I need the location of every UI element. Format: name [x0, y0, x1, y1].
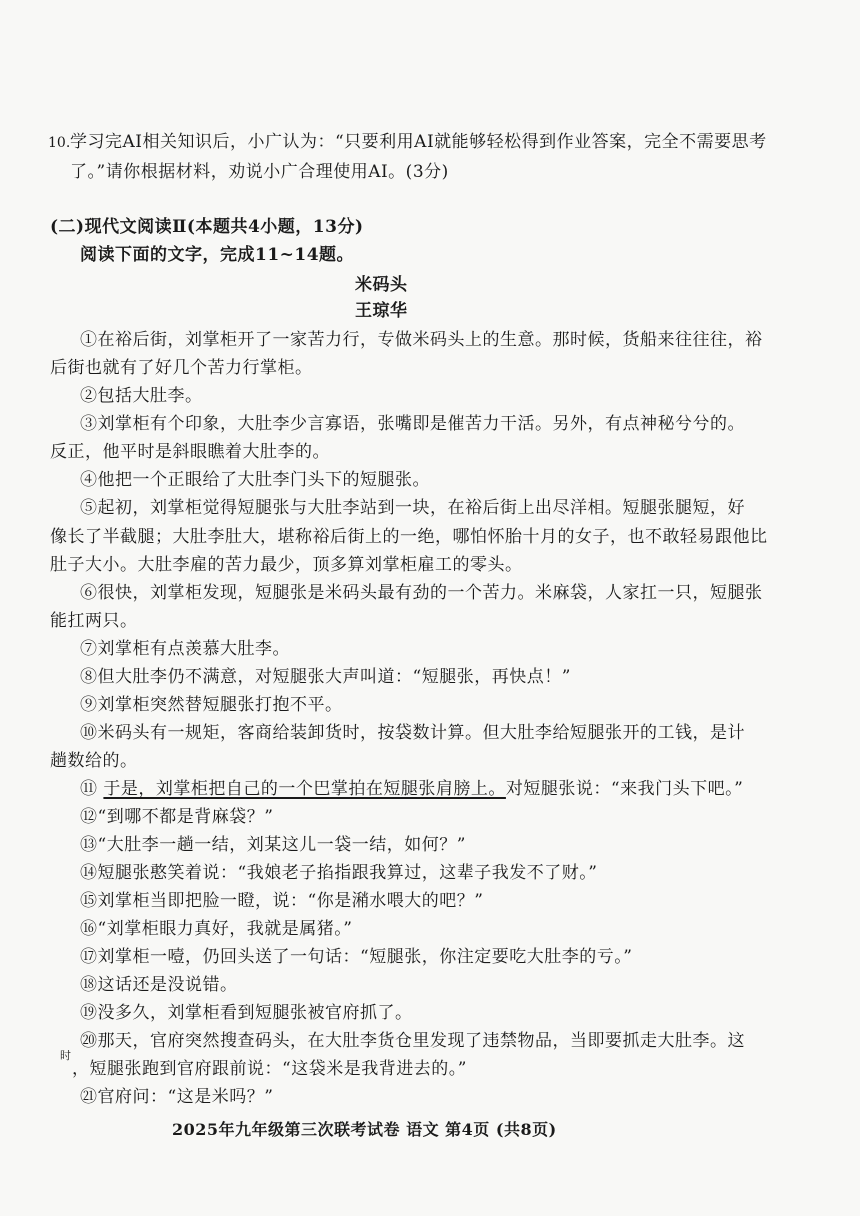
- paragraph-11: [80, 778, 743, 800]
- question-10-number: 10.: [48, 135, 71, 151]
- paragraph-6-line-2: 能扛两只。: [50, 611, 138, 631]
- paragraph-13: ⑬“大肚李一趟一结，刘某这儿一袋一结，如何？”: [80, 835, 466, 855]
- paragraph-9: ⑨刘掌柜突然替短腿张打抱不平。: [80, 695, 343, 715]
- paragraph-5-line-1: ⑤起初，刘掌柜觉得短腿张与大肚李站到一块，在裕后街上出尽洋相。短腿张腿短，好: [80, 498, 745, 518]
- section-instruction: 阅读下面的文字，完成11~14题。: [80, 245, 355, 265]
- paragraph-1-line-2: 后街也就有了好几个苦力行掌柜。: [50, 358, 313, 378]
- paragraph-14: ⑭短腿张憨笑着说：“我娘老子掐指跟我算过，这辈子我发不了财。”: [80, 863, 598, 883]
- paragraph-8: ⑧但大肚李仍不满意，对短腿张大声叫道：“短腿张，再快点！”: [80, 667, 571, 687]
- paragraph-19: ⑲没多久，刘掌柜看到短腿张被官府抓了。: [80, 1003, 413, 1023]
- paragraph-17: ⑰刘掌柜一噎，仍回头送了一句话：“短腿张，你注定要吃大肚李的亏。”: [80, 947, 633, 967]
- paragraph-3-line-1: ③刘掌柜有个印象，大肚李少言寡语，张嘴即是催苦力干活。另外，有点神秘兮兮的。: [80, 414, 745, 434]
- paragraph-7: ⑦刘掌柜有点羡慕大肚李。: [80, 639, 290, 659]
- paragraph-1-line-1: ①在裕后街，刘掌柜开了一家苦力行，专做米码头上的生意。那时候，货船来往往往，裕: [80, 330, 763, 350]
- paragraph-12: ⑫“到哪不都是背麻袋？”: [80, 807, 274, 827]
- paragraph-11-number: ⑪: [80, 779, 98, 799]
- section-heading: (二)现代文阅读Ⅱ(本题共4小题，13分): [50, 217, 364, 237]
- story-author: 王琼华: [355, 301, 408, 321]
- paragraph-15: ⑮刘掌柜当即把脸一瞪，说：“你是潲水喂大的吧？”: [80, 891, 484, 911]
- paragraph-2: ②包括大肚李。: [80, 386, 203, 406]
- paragraph-20-line-2: ，短腿张跑到官府跟前说：“这袋米是我背进去的。”: [72, 1059, 467, 1079]
- page-footer: 2025年九年级第三次联考试卷 语文 第4页 (共8页): [172, 1120, 557, 1139]
- paragraph-20-mark: 时: [60, 1049, 71, 1062]
- paragraph-6-line-1: ⑥很快，刘掌柜发现，短腿张是米码头最有劲的一个苦力。米麻袋，人家扛一只，短腿张: [80, 583, 763, 603]
- paragraph-4: ④他把一个正眼给了大肚李门头下的短腿张。: [80, 470, 430, 490]
- underlined-sentence: 于是，刘掌柜把自己的一个巴掌拍在短腿张肩膀上。: [103, 779, 506, 799]
- story-title: 米码头: [355, 275, 408, 295]
- paragraph-5-line-2: 像长了半截腿；大肚李肚大，堪称裕后街上的一绝，哪怕怀胎十月的女子，也不敢轻易跟他比: [50, 527, 768, 547]
- paragraph-3-line-2: 反正，他平时是斜眼瞧着大肚李的。: [50, 442, 330, 462]
- question-10-line-1: 学习完AI相关知识后，小广认为：“只要利用AI就能够轻松得到作业答案，完全不需要思考: [70, 132, 767, 152]
- paragraph-10-line-2: 趟数给的。: [50, 751, 138, 771]
- paragraph-16: ⑯“刘掌柜眼力真好，我就是属猪。”: [80, 919, 353, 939]
- paragraph-10-line-1: ⑩米码头有一规矩，客商给装卸货时，按袋数计算。但大肚李给短腿张开的工钱，是计: [80, 723, 745, 743]
- question-10-line-2: 了。”请你根据材料，劝说小广合理使用AI。(3分): [70, 162, 449, 182]
- paragraph-11-rest: 对短腿张说：“来我门头下吧。”: [505, 779, 744, 799]
- paragraph-5-line-3: 肚子大小。大肚李雇的苦力最少，顶多算刘掌柜雇工的零头。: [50, 555, 523, 575]
- paragraph-20-line-1: ⑳那天，官府突然搜查码头，在大肚李货仓里发现了违禁物品，当即要抓走大肚李。这: [80, 1031, 745, 1051]
- paragraph-21: ㉑官府问：“这是米吗？”: [80, 1087, 274, 1107]
- paragraph-18: ⑱这话还是没说错。: [80, 975, 238, 995]
